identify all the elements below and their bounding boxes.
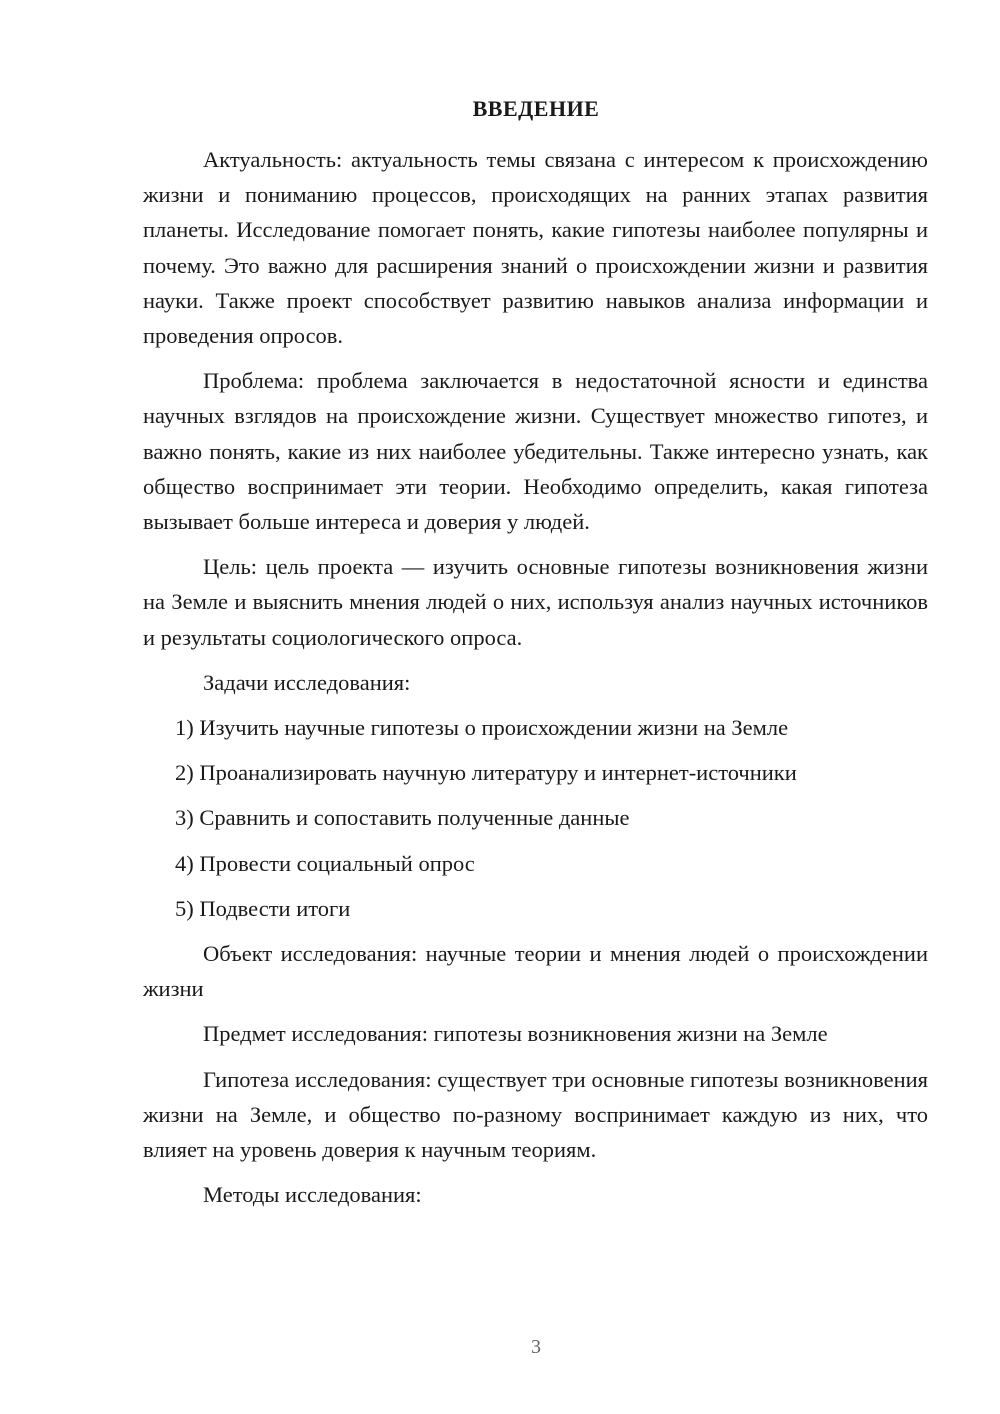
tasks-intro: Задачи исследования:	[203, 669, 411, 695]
subject-paragraph: Предмет исследования: гипотезы возникновения жизни на Земле	[203, 1021, 828, 1047]
object-paragraph: Объект исследования: научные теории и мнения людей о происхождении жизни	[143, 941, 928, 1002]
section-heading: ВВЕДЕНИЕ	[472, 96, 600, 121]
list-item: 3) Сравнить и сопоставить полученные данные	[175, 805, 630, 831]
problem-paragraph: Проблема: проблема заключается в недостаточной ясности и единства научных взглядов на происхождение жизни. Существует множество гипотез, и важно понять, какие из них наиболее убедительны. Также интересно узнать, как общество воспринимает эти теории. Необходимо определить, какая гипотеза вызывает больше интереса и доверия у людей.	[143, 368, 928, 535]
tasks-list	[143, 710, 928, 926]
relevance-paragraph: Актуальность: актуальность темы связана с интересом к происхождению жизни и пониманию процессов, происходящих на ранних этапах развития планеты. Исследование помогает понять, какие гипотезы наиболее популярны и почему. Это важно для расширения знаний о происхождении жизни и развития науки. Также проект способствует развитию навыков анализа информации и проведения опросов.	[143, 147, 928, 349]
list-item: 5) Подвести итоги	[175, 895, 351, 921]
list-item: 2) Проанализировать научную литературу и интернет-источники	[175, 760, 797, 786]
goal-paragraph: Цель: цель проекта — изучить основные гипотезы возникновения жизни на Земле и выяснить мнения людей о них, используя анализ научных источников и результаты социологического опроса.	[143, 554, 928, 650]
methods-intro: Методы исследования:	[203, 1182, 422, 1208]
hypothesis-paragraph: Гипотеза исследования: существует три основные гипотезы возникновения жизни на Земле, и общество по-разному воспринимает каждую из них, что влияет на уровень доверия к научным теориям.	[143, 1066, 928, 1163]
body-text	[143, 142, 928, 1222]
list-item: 1) Изучить научные гипотезы о происхождении жизни на Земле	[175, 715, 789, 741]
list-item: 4) Провести социальный опрос	[175, 850, 475, 876]
page-number: 3	[531, 1336, 541, 1358]
